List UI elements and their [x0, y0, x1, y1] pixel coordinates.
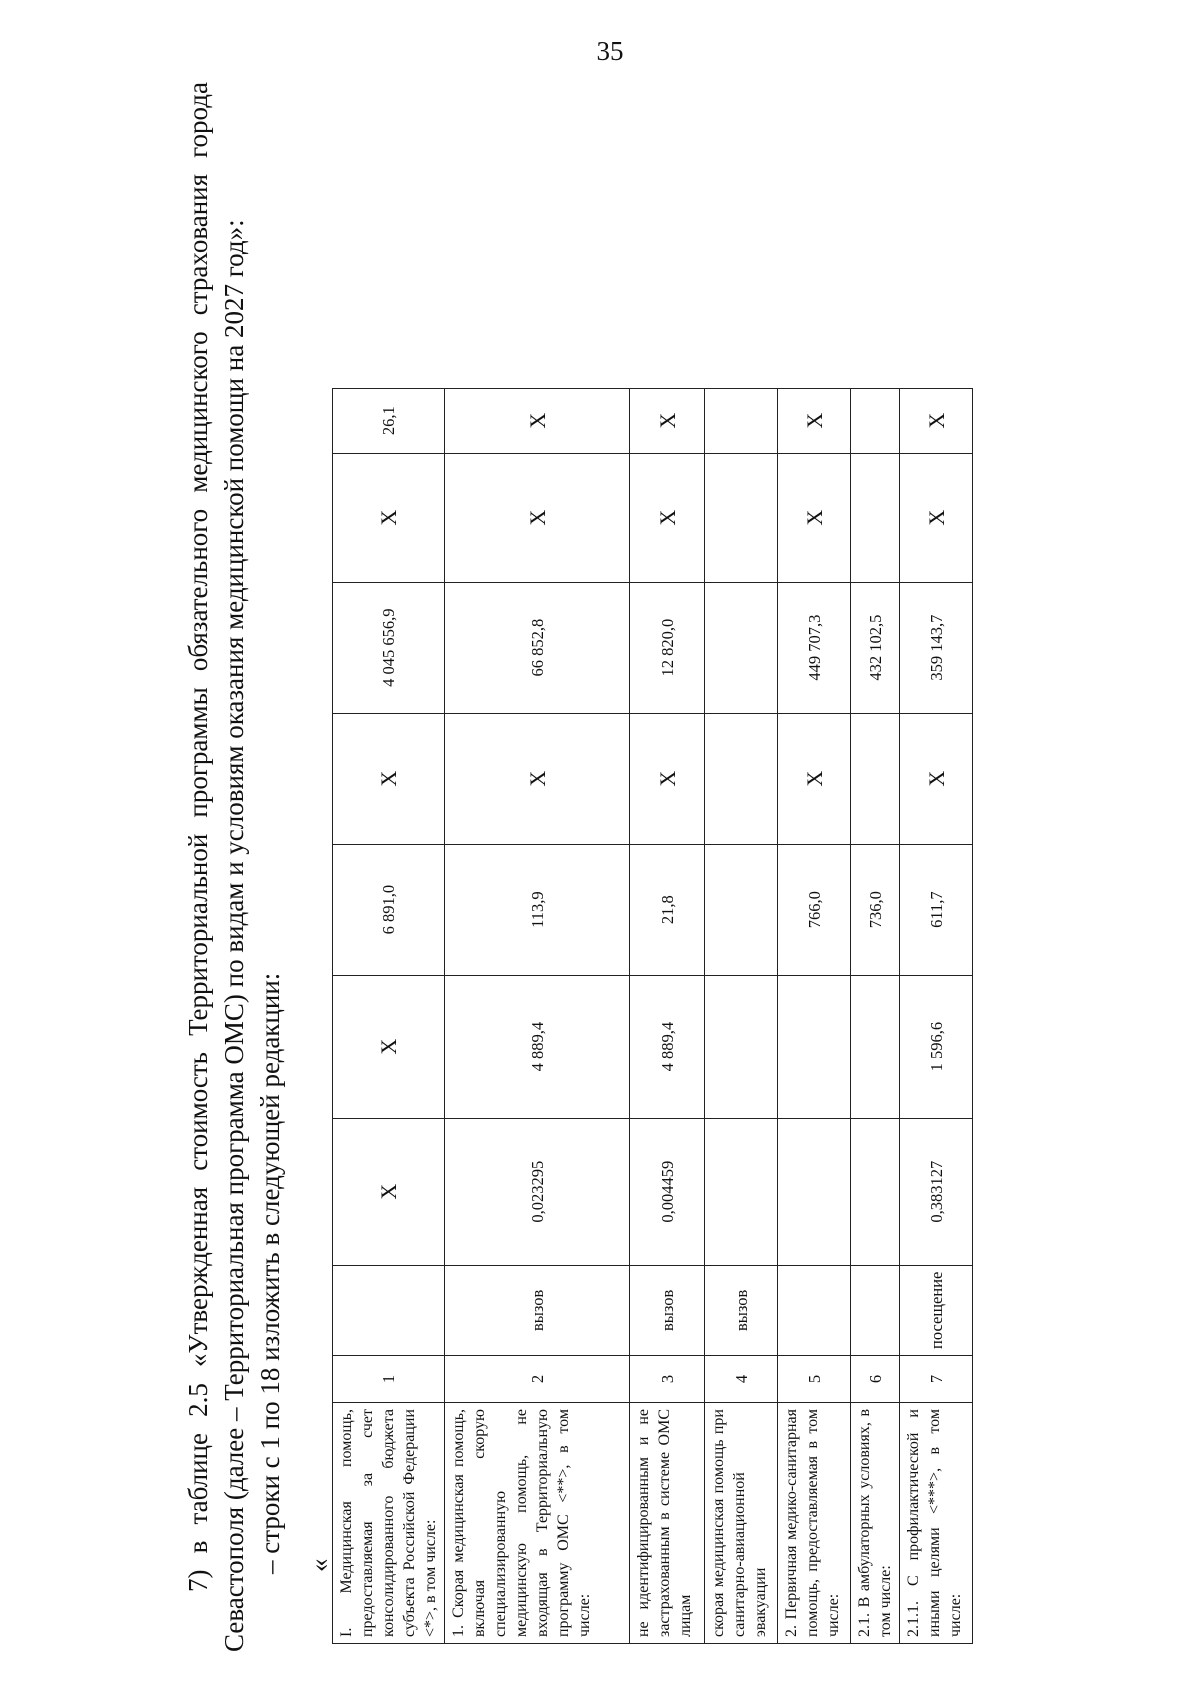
table-cell-num: 3 — [630, 1356, 705, 1403]
table-cell-c6: 611,7 — [900, 844, 973, 975]
table-cell-unit — [333, 1265, 445, 1355]
row-name-cell: 2.1. В амбулаторных условиях, в том числе: — [851, 1403, 900, 1644]
table-cell-c5: 4 889,4 — [630, 975, 705, 1118]
table-row — [778, 388, 851, 1643]
table-row — [445, 388, 630, 1643]
amendment-instruction: – строки с 1 по 18 изложить в следующей редакции: — [255, 972, 285, 1574]
table-cell-unit: вызов — [705, 1265, 778, 1355]
row-name-cell: скорая медицинская помощь при санитарно-авиационной эвакуации — [705, 1403, 778, 1644]
table-cell-c8: 359 143,7 — [900, 582, 973, 713]
table-cell-c10: 26,1 — [333, 388, 445, 453]
table-cell-c6: 21,8 — [630, 844, 705, 975]
table-row — [705, 388, 778, 1643]
table-cell-c8: 449 707,3 — [778, 582, 851, 713]
table-row — [333, 388, 445, 1643]
table-cell-c7: Х — [630, 713, 705, 844]
table-cell-c9 — [851, 453, 900, 582]
table-cell-c10 — [851, 388, 900, 453]
table-cell-c10 — [705, 388, 778, 453]
table-cell-num: 1 — [333, 1356, 445, 1403]
table-cell-c4: 0,004459 — [630, 1118, 705, 1265]
table-row — [900, 388, 973, 1643]
table-cell-c5: 4 889,4 — [445, 975, 630, 1118]
cost-table — [332, 388, 973, 1644]
table-cell-c10: Х — [900, 388, 973, 453]
table-cell-c5: 1 596,6 — [900, 975, 973, 1118]
table-cell-c9 — [705, 453, 778, 582]
table-cell-c7: Х — [445, 713, 630, 844]
table-cell-num: 5 — [778, 1356, 851, 1403]
page-number: 35 — [596, 36, 624, 66]
table-cell-c8: 12 820,0 — [630, 582, 705, 713]
row-name-cell: 2. Первичная медико-санитарная помощь, предоставляемая в том числе: — [778, 1403, 851, 1644]
table-cell-num: 4 — [705, 1356, 778, 1403]
open-quote: « — [304, 1558, 334, 1572]
table-cell-c6: 113,9 — [445, 844, 630, 975]
table-cell-c4 — [705, 1118, 778, 1265]
row-name-cell: 2.1.1. С профилактической и иными целями <***>, в том числе: — [900, 1403, 973, 1644]
table-cell-c7: Х — [900, 713, 973, 844]
table-cell-c4: 0,383127 — [900, 1118, 973, 1265]
table-cell-unit: вызов — [445, 1265, 630, 1355]
table-cell-c5 — [705, 975, 778, 1118]
table-cell-c6: 736,0 — [851, 844, 900, 975]
table-cell-unit — [778, 1265, 851, 1355]
table-cell-c7 — [705, 713, 778, 844]
table-cell-c6 — [705, 844, 778, 975]
table-cell-c7: Х — [778, 713, 851, 844]
table-cell-c10: Х — [445, 388, 630, 453]
table-cell-unit: вызов — [630, 1265, 705, 1355]
table-cell-c9: Х — [900, 453, 973, 582]
table-cell-c9: Х — [630, 453, 705, 582]
table-cell-c10: Х — [630, 388, 705, 453]
table-cell-c8: 66 852,8 — [445, 582, 630, 713]
table-row — [630, 388, 705, 1643]
table-cell-c5 — [851, 975, 900, 1118]
table-cell-c7 — [851, 713, 900, 844]
amendment-paragraph: 7) в таблице 2.5 «Утвержденная стоимость Территориальной программы обязательного медицинского страхования города Севастополя (далее – Территориальная программа ОМС) по видам и условиям оказания медицинской помощи на 2027 год»: — [183, 82, 249, 1652]
rotated-page-content — [180, 52, 1180, 1652]
table-cell-c5 — [778, 975, 851, 1118]
table-cell-c8 — [705, 582, 778, 713]
table-cell-c6: 6 891,0 — [333, 844, 445, 975]
table-cell-c4: 0,023295 — [445, 1118, 630, 1265]
row-name-cell: 1. Скорая медицинская помощь, включая скорую специализированную медицинскую помощь, не входящая в Территориальную программу ОМС <**>, в том числе: — [445, 1403, 630, 1644]
intro-text — [180, 82, 288, 1652]
table-cell-c4: Х — [333, 1118, 445, 1265]
table-cell-num: 2 — [445, 1356, 630, 1403]
table-cell-c8: 4 045 656,9 — [333, 582, 445, 713]
table-cell-c9: Х — [778, 453, 851, 582]
table-cell-num: 6 — [851, 1356, 900, 1403]
table-cell-c8: 432 102,5 — [851, 582, 900, 713]
table-row — [851, 388, 900, 1643]
row-name-cell: I. Медицинская помощь, предоставляемая за счет консолидированного бюджета субъекта Российской Федерации <*>, в том числе: — [333, 1403, 445, 1644]
table-cell-c6: 766,0 — [778, 844, 851, 975]
table-cell-c4 — [851, 1118, 900, 1265]
table-cell-c10: Х — [778, 388, 851, 453]
table-cell-c9: Х — [445, 453, 630, 582]
table-cell-c5: Х — [333, 975, 445, 1118]
table-cell-c7: Х — [333, 713, 445, 844]
table-cell-num: 7 — [900, 1356, 973, 1403]
table-cell-unit: посещение — [900, 1265, 973, 1355]
table-cell-unit — [851, 1265, 900, 1355]
row-name-cell: не идентифицированным и не застрахованным в системе ОМС лицам — [630, 1403, 705, 1644]
table-cell-c9: Х — [333, 453, 445, 582]
table-cell-c4 — [778, 1118, 851, 1265]
